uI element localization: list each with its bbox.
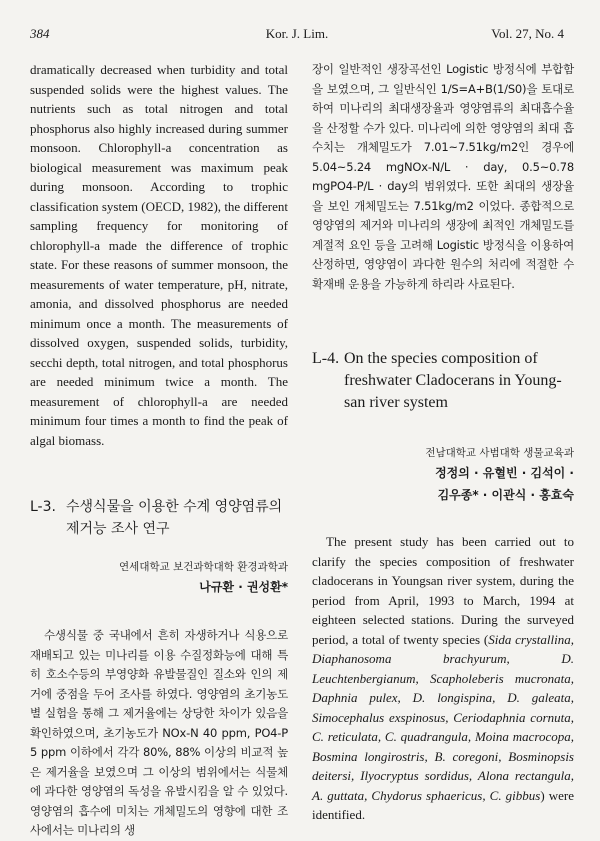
- page-number: 384: [30, 26, 50, 41]
- affiliation-l3: 연세대학교 보건과학대학 환경과학과: [119, 561, 288, 573]
- left-column: [30, 60, 288, 841]
- section-title-l3-line2: 제거능 조사 연구: [66, 521, 170, 537]
- section-title-l3-line1: 수생식물을 이용한 수계 영양염류의: [66, 499, 283, 515]
- paragraph-abstract-end: dramatically decreased when turbidity and total suspended solids were the highest values. The nutrients such as total nitrogen and total phosphorus also highly increased during summer monsoon. Chlorophyll-a concentration as biological measurement was maximum peak during monsoon. According to trophic classification system (OECD, 1982), the different sampling frequency for monitoring of chlorophyll-a made the difference of trophic state. For these reasons of summer monsoon, the measurements of water temperature, pH, nitrate, amonia, and dissolved phosphorus are needed minimum once a month. The measurements of dissolved oxygen, suspended solids, turbidity, secchi depth, total nitrogen, and total phosphorus are needed minimum twice a month. The measurement of chlorophyll-a are needed minimum four times a month to find the peak of algal biomass.: [30, 62, 288, 448]
- paragraph-l3-body: 수생식물 중 국내에서 흔히 자생하거나 식용으로 재배되고 있는 미나리를 이용 수질정화능에 대해 특히 호소수등의 부영양화 유발물질인 질소와 인의 제거에 중점을 두어 조사를 하였다. 영양염의 초기농도별 실험을 통해 그 제거율에는 상당한 차이가 있음을 확인하였으며, 초기농도가 NOx-N 40 ppm, PO4-P 5 ppm 이하에서 각각 80%, 88% 이상의 비교적 높은 제거율을 보였으며 그 이상의 범위에서는 식물체에 과다한 영양염의 독성을 유발시킴을 알 수 있었다. 영양염의 흡수에 미치는 개체밀도의 영향에 대한 조사에서는 미나리의 생: [30, 628, 288, 837]
- page-header: [30, 26, 564, 46]
- authors-l4-line2: 김우종* · 이관식 · 홍효숙: [437, 488, 574, 502]
- paragraph-l4-body: The present study has been carried out to clarify the species composition of freshwater cladocerans in Youngsan river system, during the period from April, 1993 to March, 1994 at eighteen selected stations. During the surveyed period, a total of twenty species (Sida crystallina, Diaphanosoma brachyurum, D. Leuchtenbergianum, Scapholeberis mucronata, Daphnia pulex, D. longispina, D. galeata, Simocephalus exspinosus, Ceriodaphnia cornuta, C. reticulata, C. quadrangula, Moina macrocopa, Bosmina longirostris, B. coregoni, Bosminopsis deitersi, Ilyocryptus sordidus, Alona rectangula, A. guttata, Chydorus sphaericus, C. gibbus) were identified.: [312, 534, 575, 822]
- paragraph-l3-continued: 장이 일반적인 생장곡선인 Logistic 방정식에 부합함을 보였으며, 그 일반식인 1/S=A+B(1/S0)을 토대로 하여 미나리의 최대생장율과 영양염류의 최대흡수율을 산정할 수가 있다. 미나리에 의한 영양염의 최대 흡수치는 개체밀도가 7.01~7.51kg/m2인 경우에 5.04~5.24 mgNOx-N/L · day, 0.5~0.78 mgPO4-P/L · day의 범위였다. 또한 최대의 생장율을 보인 개체밀도는 7.51kg/m2 이었다. 종합적으로 영양염의 제거와 미나리의 생장에 최적인 개체밀도를 계절적 요인 등을 고려해 Logistic 방정식을 이용하여 산정하면, 영양염이 과다한 원수의 처리에 적절한 수확재배 운용을 가능하게 하리라 사료된다.: [312, 62, 574, 291]
- species-list: Sida crystallina, Diaphanosoma brachyurum, D. Leuchtenbergianum, Scapholeberis mucronata, Daphnia pulex, D. longispina, D. galeata, Simocephalus exspinosus, Ceriodaphnia cornuta, C. reticulata, C. quadrangula, Moina macrocopa, Bosmina longirostris, B. coregoni, Bosminopsis deitersi, Ilyocryptus sordidus, Alona rectangula, A. guttata, Chydorus sphaericus, C. gibbus: [312, 631, 575, 803]
- section-title-l4-line3: san river system: [344, 394, 448, 411]
- section-heading-l4: L-4. On the species composition of freshwater Cladocerans in Young- san river system: [312, 348, 574, 414]
- authors-l4-line1: 정정의 · 유혈빈 · 김석이 ·: [435, 466, 574, 480]
- journal-name: Kor. J. Lim.: [265, 26, 329, 41]
- right-column: [312, 60, 574, 825]
- authors-l3: 나규환 · 권성환*: [199, 580, 288, 594]
- section-title-l4-line2: freshwater Cladocerans in Young-: [344, 372, 562, 389]
- affiliation-l4: 전남대학교 사범대학 생물교육과: [425, 447, 574, 459]
- volume-info: Vol. 27, No. 4: [491, 26, 564, 41]
- section-heading-l3: L-3. 수생식물을 이용한 수계 영양염류의 제거능 조사 연구: [30, 496, 288, 540]
- section-title-l4-line1: On the species composition of: [344, 350, 538, 367]
